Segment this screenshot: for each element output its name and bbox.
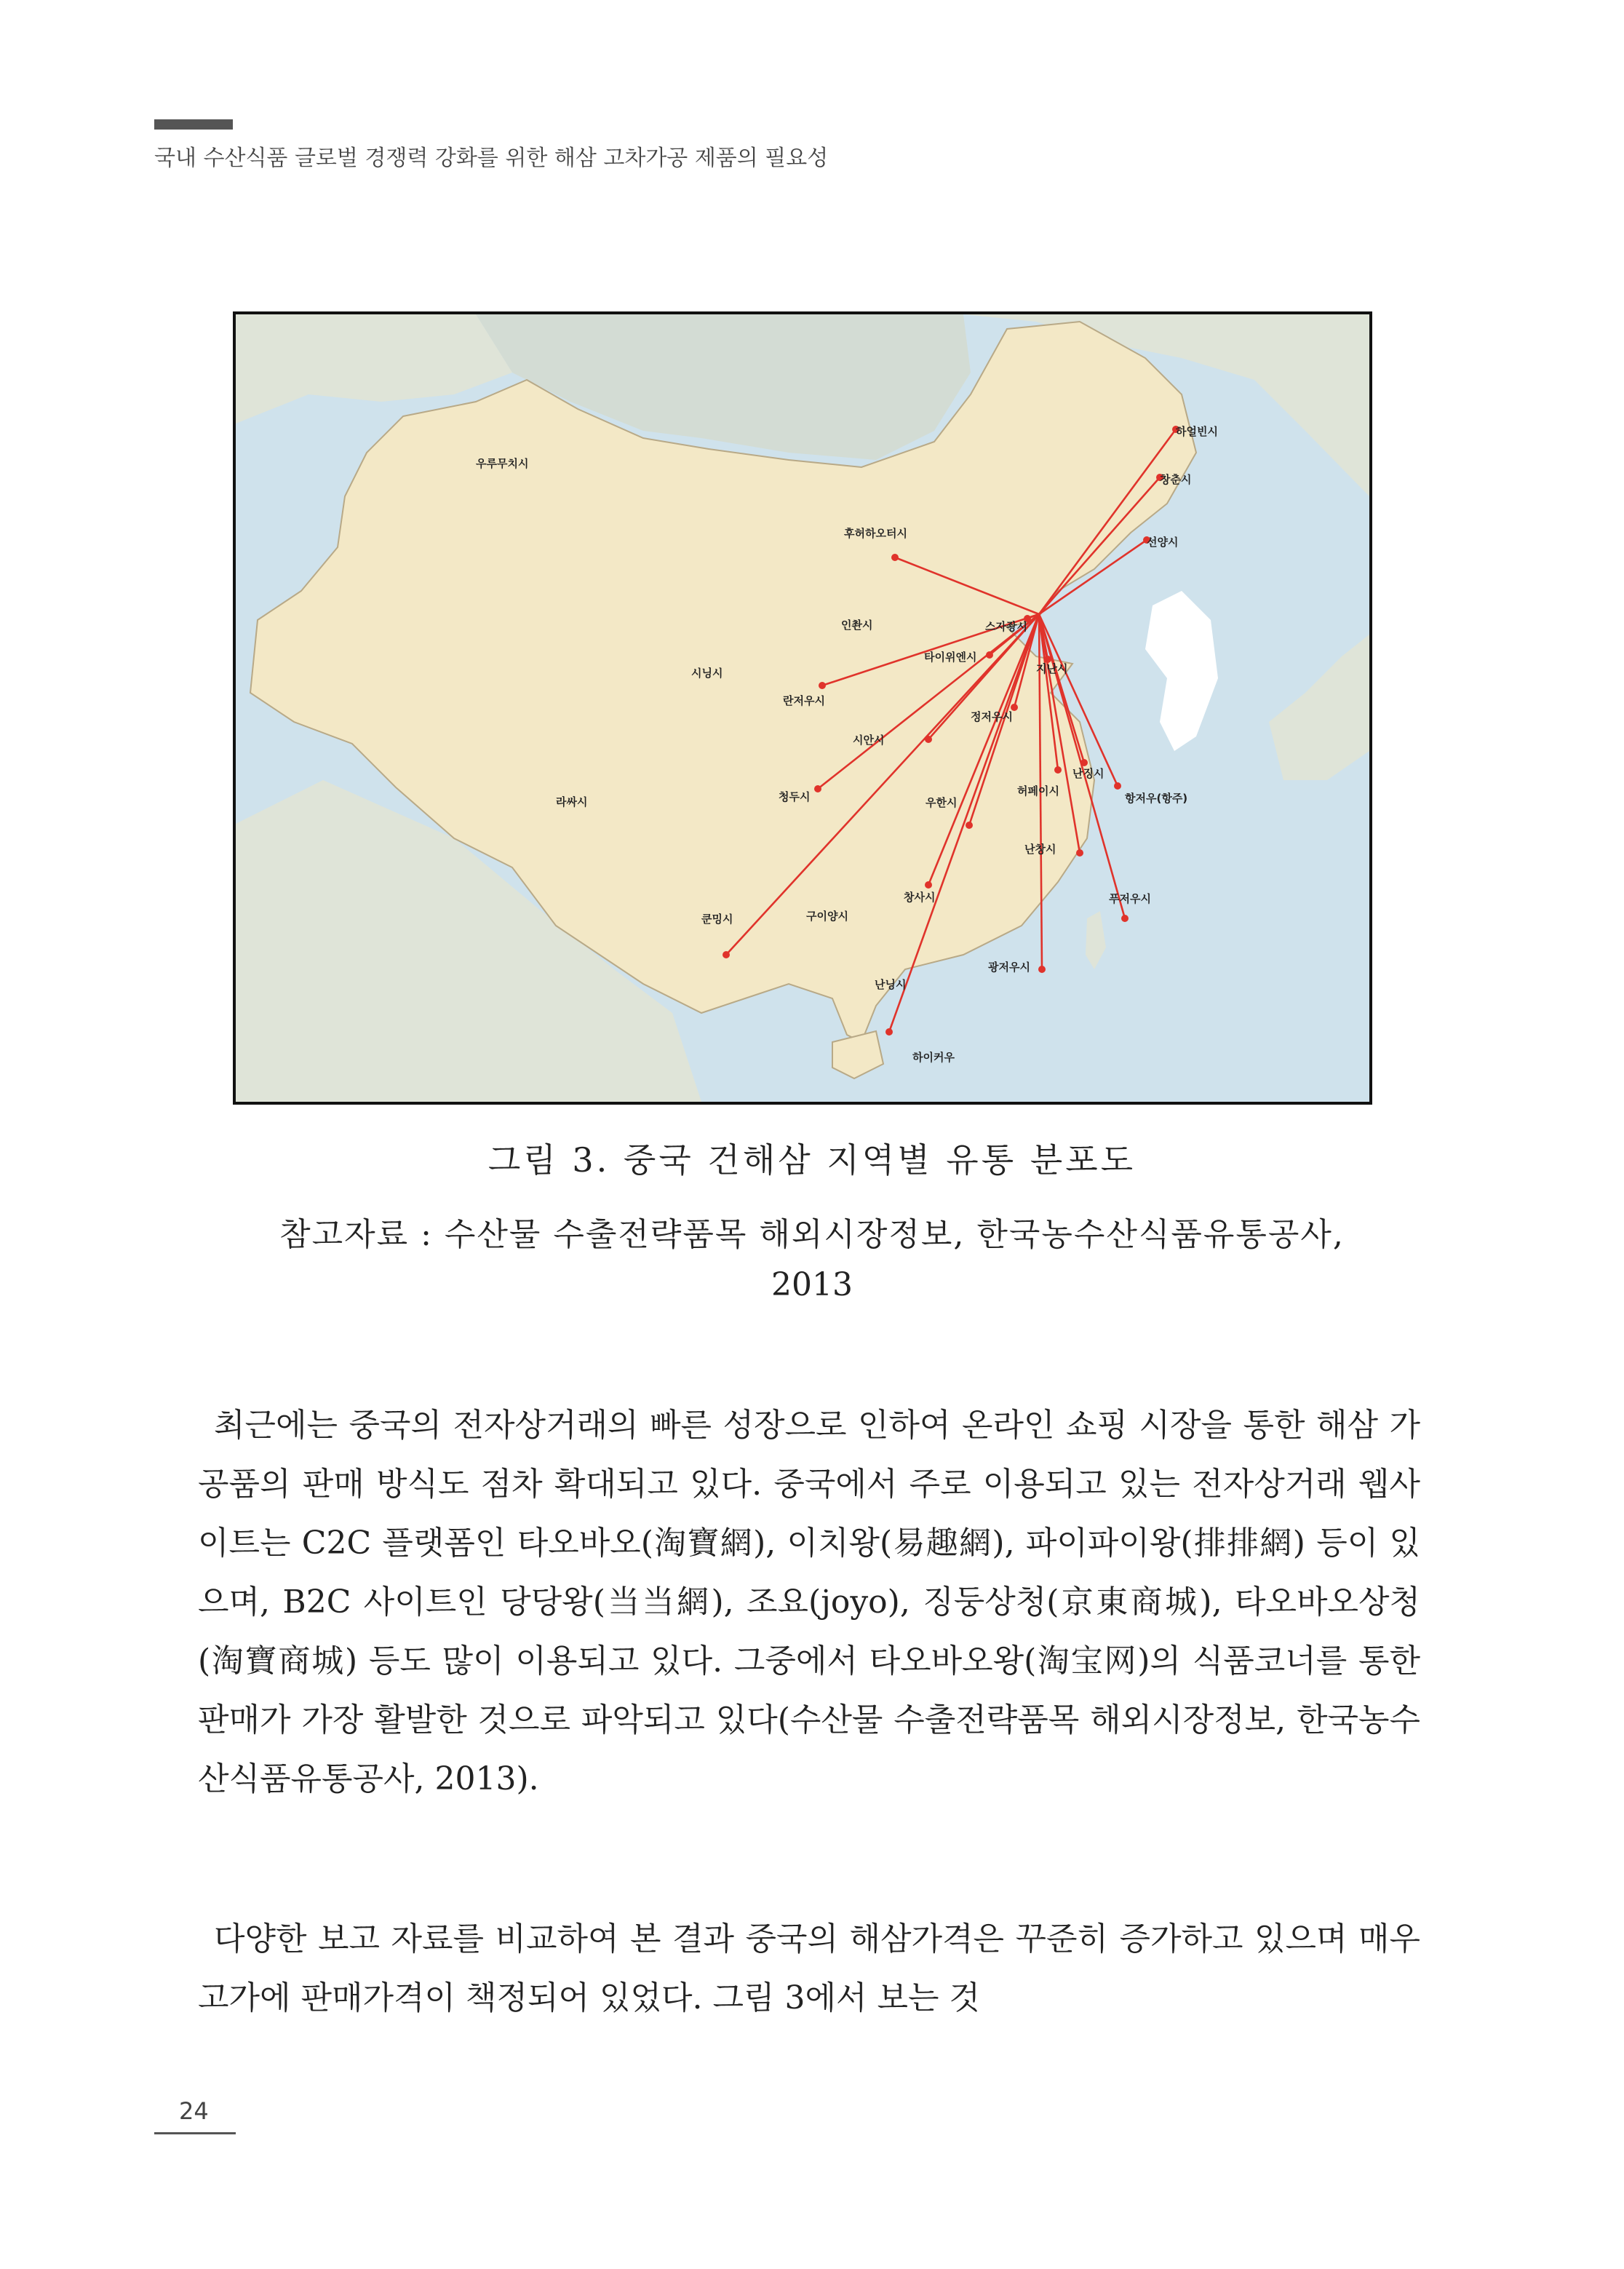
dot-hefei (1054, 766, 1062, 774)
label-yinchuan: 인촨시 (841, 619, 873, 632)
label-guangzhou: 광저우시 (988, 961, 1030, 974)
label-changchun: 창춘시 (1160, 473, 1192, 486)
body-paragraph-1: 최근에는 중국의 전자상거래의 빠른 성장으로 인하여 온라인 쇼핑 시장을 통한 해삼 가공품의 판매 방식도 점차 확대되고 있다. 중국에서 주로 이용되고 있는 전자상거래 웹사이트는 C2C 플랫폼인 타오바오(淘寶網), 이치왕(易趣網), 파이파이왕(排排網) 등이 있으며, B2C 사이트인 당당왕(当当網), 조요(joyo), 징둥상청(京東商城), 타오바오상청(淘寶商城) 등도 많이 이용되고 있다. 그중에서 타오바오왕(淘宝网)의 식품코너를 통한 판매가 가장 활발한 것으로 파악되고 있다(수산물 수출전략품목 해외시장정보, 한국농수산식품유통공사, 2013). (198, 1407, 1420, 1797)
japan-islands (1269, 635, 1369, 780)
dot-taiyuan (986, 651, 993, 659)
dot-nanjing (1080, 759, 1088, 766)
hainan-island (832, 1031, 883, 1078)
figure-source-line-2: 2013 (771, 1266, 853, 1303)
label-guiyang: 구이양시 (806, 910, 848, 923)
dot-xian (925, 736, 932, 743)
dot-fuzhou (1121, 915, 1129, 922)
footer-rule (154, 2132, 236, 2134)
label-nanning: 난닝시 (875, 978, 907, 991)
korea-peninsula (1145, 591, 1218, 751)
label-fuzhou: 푸저우시 (1109, 892, 1151, 905)
label-xian: 시안시 (853, 734, 885, 747)
dot-nanchang (1076, 849, 1083, 857)
body-paragraph-2: 다양한 보고 자료를 비교하여 본 결과 중국의 해삼가격은 꾸준히 증가하고 있으며 매우 고가에 판매가격이 책정되어 있었다. 그림 3에서 보는 것 (198, 1920, 1420, 2016)
label-hefei: 허페이시 (1017, 784, 1059, 798)
header-rule (154, 119, 233, 130)
label-lhasa: 라싸시 (556, 795, 588, 808)
dot-hohhot (891, 554, 899, 561)
dot-lanzhou (819, 682, 826, 689)
distribution-map (233, 311, 1372, 1105)
label-lanzhou: 란저우시 (783, 694, 825, 707)
label-hangzhou: 항저우(항주) (1125, 792, 1188, 805)
dot-changsha (925, 881, 932, 889)
label-shenyang: 선양시 (1147, 536, 1179, 549)
dot-kunming (723, 951, 730, 958)
figure-source-line-1: 참고자료 : 수산물 수출전략품목 해외시장정보, 한국농수산식품유통공사, (279, 1216, 1345, 1253)
label-urumqi: 우루무치시 (476, 457, 529, 470)
label-nanchang: 난창시 (1024, 843, 1056, 856)
label-changsha: 창사시 (904, 891, 936, 904)
label-nanjing: 난징시 (1072, 767, 1104, 780)
label-jinan: 지난시 (1036, 662, 1068, 675)
label-wuhan: 우한시 (926, 796, 958, 809)
dot-haikou (885, 1028, 893, 1036)
taiwan-island (1086, 911, 1106, 969)
label-hohhot: 후허하오터시 (844, 527, 907, 540)
running-header: 국내 수산식품 글로벌 경쟁력 강화를 위한 해삼 고차가공 제품의 필요성 (154, 146, 829, 171)
page-number: 24 (179, 2097, 209, 2125)
label-haikou: 하이커우 (912, 1051, 955, 1064)
label-shijiazhuang: 스자좡시 (985, 620, 1027, 633)
label-chengdu: 청두시 (779, 790, 811, 803)
label-xining: 시닝시 (691, 667, 723, 680)
dot-hangzhou (1114, 782, 1121, 790)
dot-wuhan (966, 822, 973, 829)
label-kunming: 쿤밍시 (701, 913, 733, 926)
china-map-svg (236, 314, 1369, 1102)
figure-caption: 그림 3. 중국 건해삼 지역별 유통 분포도 (487, 1140, 1137, 1180)
label-harbin: 하얼빈시 (1176, 425, 1218, 438)
label-taiyuan: 타이위엔시 (924, 651, 977, 664)
dot-chengdu (814, 785, 821, 792)
dot-guangzhou (1038, 966, 1046, 973)
label-zhengzhou: 정저우시 (971, 710, 1013, 723)
